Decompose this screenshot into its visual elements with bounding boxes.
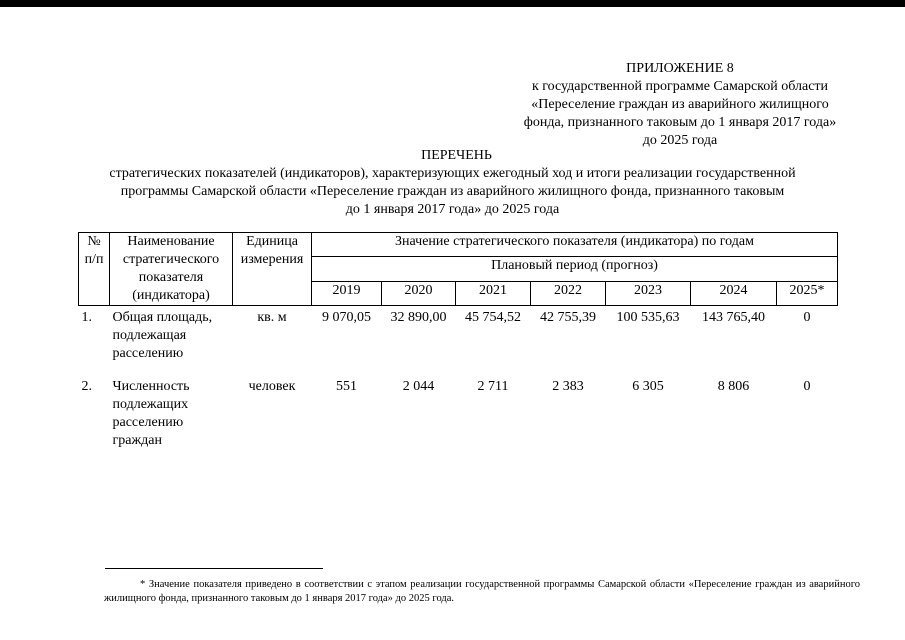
document-title [0, 147, 905, 219]
row-value: 2 711 [477, 378, 509, 394]
row-name: Численность подлежащих расселению граждан [112, 378, 190, 448]
scan-top-border [0, 0, 905, 7]
row-value: 9 070,05 [322, 310, 371, 325]
row-value: 45 754,52 [465, 310, 521, 325]
header-year: 2025* [777, 281, 838, 305]
row-num: 1. [81, 310, 92, 325]
header-year: 2021 [456, 281, 531, 305]
header-year: 2019 [312, 281, 382, 305]
row-value: 143 765,40 [702, 310, 765, 325]
footnote [104, 578, 860, 606]
row-value: 6 305 [632, 378, 664, 394]
appendix-program-line: фонда, признанного таковым до 1 января 2017 года» [523, 115, 837, 130]
title-heading: ПЕРЕЧЕНЬ [421, 148, 492, 163]
row-unit: кв. м [257, 310, 287, 325]
header-year: 2024 [691, 281, 777, 305]
header-name: Наименование стратегического показателя (индикатора) [110, 233, 233, 306]
appendix-program-line: до 2025 года [642, 133, 718, 148]
row-num: 2. [81, 378, 92, 394]
appendix-number: ПРИЛОЖЕНИЕ 8 [626, 61, 734, 76]
row-value: 32 890,00 [390, 310, 447, 325]
row-value: 8 806 [717, 378, 750, 394]
header-year: 2020 [382, 281, 456, 305]
header-plan-period: Плановый период (прогноз) [312, 257, 838, 281]
table-row [79, 306, 838, 378]
footnote-text: Значение показателя приведено в соответствии с этапом реализации государственной программы Самарской области «Переселение граждан из аварийного жилищного фонда, признанного таковым до 1 января 2017 года» до 2025 года. [104, 579, 861, 604]
row-value: 0 [803, 310, 811, 325]
row-value: 42 755,39 [540, 310, 596, 325]
title-line: программы Самарской области «Переселение граждан из аварийного жилищного фонда, признанного таковым [120, 184, 785, 199]
row-value: 2 044 [402, 378, 435, 394]
header-year: 2023 [606, 281, 691, 305]
title-line: до 1 января 2017 года» до 2025 года [345, 202, 560, 217]
footnote-marker: * [140, 579, 146, 590]
header-values-by-year: Значение стратегического показателя (индикатора) по годам [312, 233, 838, 257]
row-value: 2 383 [552, 378, 584, 394]
appendix-header [480, 60, 880, 150]
title-line: стратегических показателей (индикаторов), характеризующих ежегодный ход и итоги реализации государственной [109, 166, 796, 181]
appendix-program-line: к государственной программе Самарской области [531, 79, 829, 94]
row-value: 0 [803, 378, 811, 394]
table-row [79, 378, 838, 450]
row-unit: человек [248, 378, 296, 394]
header-unit: Единица измерения [233, 233, 312, 306]
indicators-table [78, 232, 838, 450]
footnote-separator [105, 568, 323, 569]
row-value: 551 [336, 378, 357, 394]
row-value: 100 535,63 [616, 310, 680, 325]
header-num: № п/п [79, 233, 110, 306]
header-year: 2022 [531, 281, 606, 305]
row-name: Общая площадь, подлежащая расселению [112, 310, 213, 361]
appendix-program-line: «Переселение граждан из аварийного жилищного [531, 97, 829, 112]
